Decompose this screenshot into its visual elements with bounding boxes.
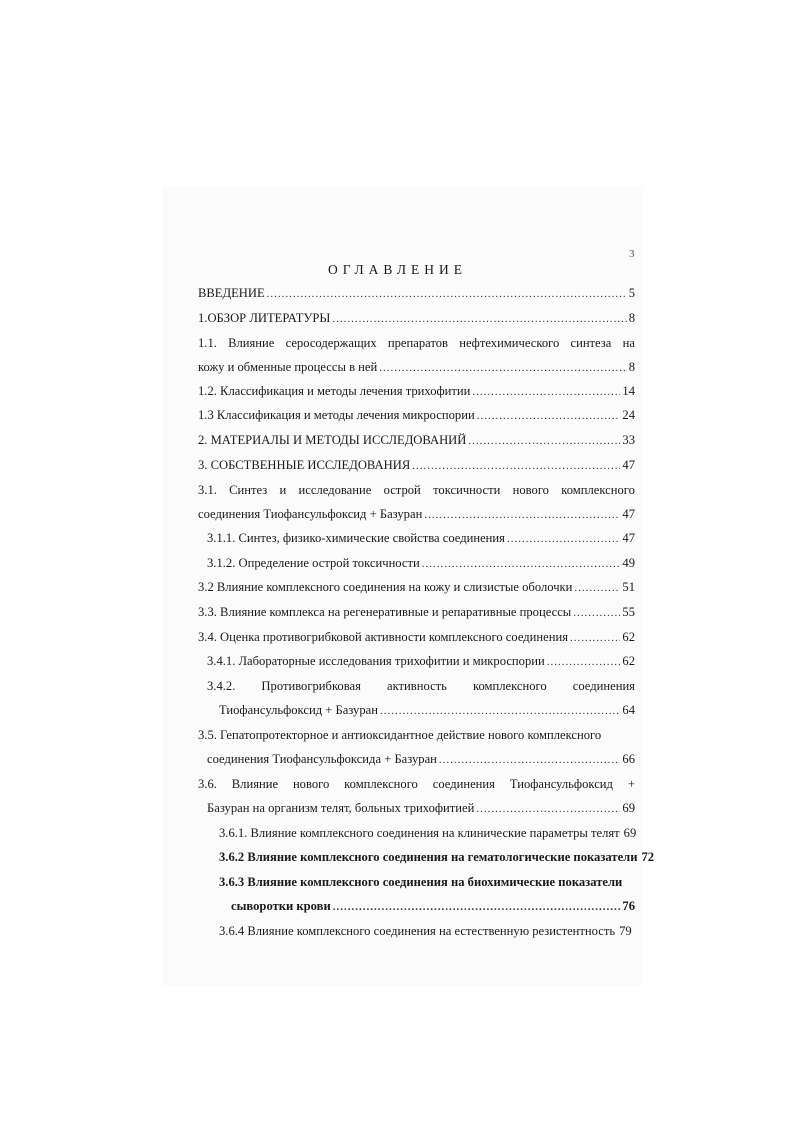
toc-entry-3-2[interactable]: 3.2 Влияние комплексного соединения на кожу и слизистые оболочки ..... 51 [198, 580, 635, 595]
toc-entry-3-5-line1[interactable]: 3.5. Гепатопротекторное и антиоксидантное действие нового комплексного [198, 728, 602, 742]
toc-entry-3-5-line2[interactable]: соединения Тиофансульфоксида + Базуран ..... 66 [207, 752, 635, 767]
toc-entry-3-3[interactable]: 3.3. Влияние комплекса на регенеративные и репаративные процессы ..... 55 [198, 605, 635, 620]
toc-entry-1[interactable]: 1.ОБЗОР ЛИТЕРАТУРЫ ..... 8 [198, 311, 635, 326]
toc-entry-3-1-2[interactable]: 3.1.2. Определение острой токсичности ..... 49 [207, 556, 635, 571]
toc-entry-3-6-3-line2[interactable]: сыворотки крови ..... 76 [231, 899, 635, 914]
toc-entry-3[interactable]: 3. СОБСТВЕННЫЕ ИССЛЕДОВАНИЯ ..... 47 [198, 458, 635, 473]
toc-entry-3-1-line2[interactable]: соединения Тиофансульфоксид + Базуран ..... 47 [198, 507, 635, 522]
toc-entry-2[interactable]: 2. МАТЕРИАЛЫ И МЕТОДЫ ИССЛЕДОВАНИЙ ..... 33 [198, 433, 635, 448]
toc-entry-3-6-line1[interactable]: 3.6. Влияние нового комплексного соединения Тиофансульфоксид + [198, 777, 635, 791]
toc-entry-3-6-1[interactable]: 3.6.1. Влияние комплексного соединения на клинические параметры телят 69 [219, 826, 637, 840]
page-title: ОГЛАВЛЕНИЕ [327, 262, 468, 277]
toc-entry-3-4-2-line1[interactable]: 3.4.2. Противогрибковая активность комплексного соединения [207, 679, 635, 693]
toc-entry-1-3[interactable]: 1.3 Классификация и методы лечения микроспории ..... 24 [198, 408, 635, 423]
page-number: 3 [629, 248, 635, 260]
toc-entry-3-4[interactable]: 3.4. Оценка противогрибковой активности комплексного соединения ..... 62 [198, 630, 635, 645]
toc-entry-3-1-1[interactable]: 3.1.1. Синтез, физико-химические свойства соединения ..... 47 [207, 531, 635, 546]
toc-entry-intro[interactable]: ВВЕДЕНИЕ ..... 5 [198, 286, 635, 301]
toc-entry-3-6-4[interactable]: 3.6.4 Влияние комплексного соединения на естественную резистентность 79 [219, 924, 632, 938]
toc-entry-3-6-line2[interactable]: Базуран на организм телят, больных трихофитией ..... 69 [207, 801, 635, 816]
toc-entry-3-6-2[interactable]: 3.6.2 Влияние комплексного соединения на гематологические показатели 72 [219, 850, 655, 864]
toc-entry-3-6-3-line1[interactable]: 3.6.3 Влияние комплексного соединения на биохимические показатели [219, 875, 623, 889]
toc-entry-1-2[interactable]: 1.2. Классификация и методы лечения трихофитии ..... 14 [198, 384, 635, 399]
toc-entry-3-4-1[interactable]: 3.4.1. Лабораторные исследования трихофитии и микроспории ..... 62 [207, 654, 635, 669]
toc-entry-3-1-line1[interactable]: 3.1. Синтез и исследование острой токсичности нового комплексного [198, 483, 635, 497]
toc-entry-3-4-2-line2[interactable]: Тиофансульфоксид + Базуран ..... 64 [219, 703, 635, 718]
toc-entry-1-1-line1[interactable]: 1.1. Влияние серосодержащих препаратов нефтехимического синтеза на [198, 336, 635, 350]
toc-entry-1-1-line2[interactable]: кожу и обменные процессы в ней ..... 8 [198, 360, 635, 375]
